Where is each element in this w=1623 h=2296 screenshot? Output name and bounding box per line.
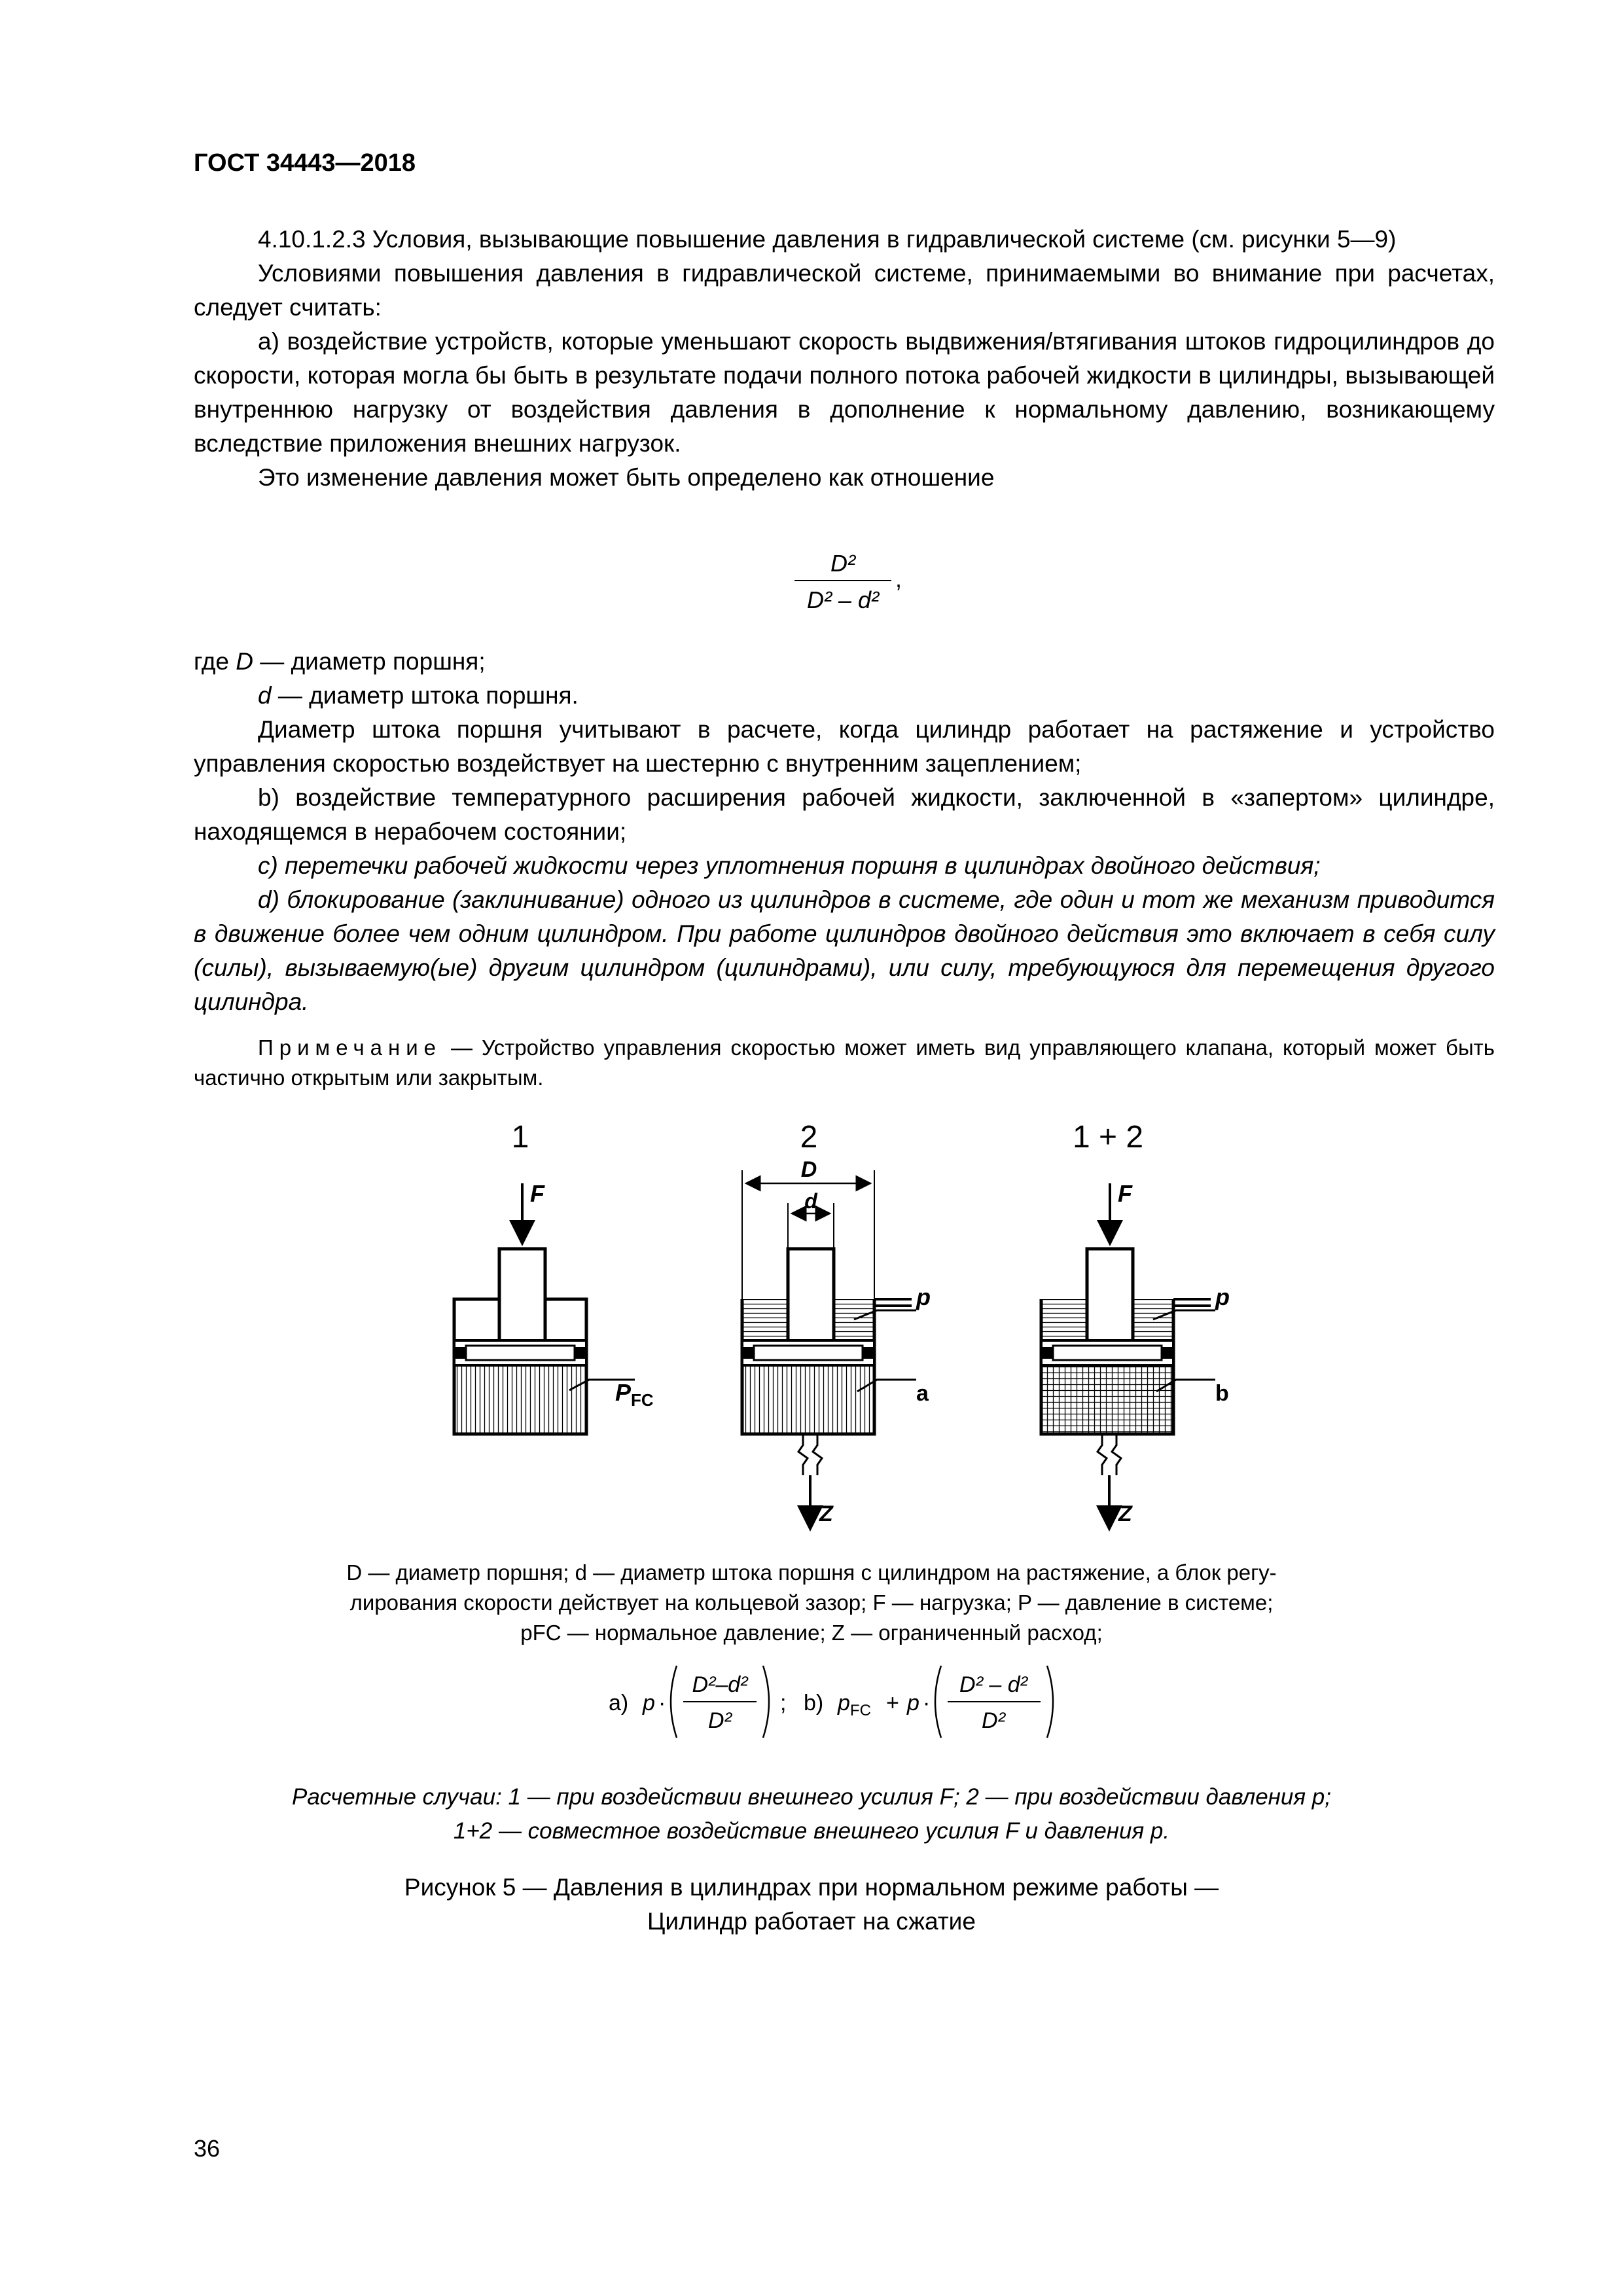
paragraph-item-a: a) воздействие устройств, которые уменьшают скорость выдвижения/втягивания штоков гидроцилиндров до скорости, которая могла бы быть в результате подачи полного потока рабочей жидкости в цилиндры, вызывающей внутреннюю нагрузку от воздействия давления в дополнение к нормальному давлению, возникающему вследствие приложения внешних нагрузок. <box>194 328 1495 457</box>
cylinder-3-force-label: F <box>1118 1180 1132 1207</box>
note-label: Примечание <box>258 1035 442 1060</box>
paragraph-item-d: d) блокирование (заклинивание) одного из цилиндров в системе, где один и тот же механизм приводится в движение более чем одним цилиндром. При работе цилиндров двойного действия это включает в себя силу (силы), вызываемую(ые) другим цилиндром (цилиндрами), или силу, требующуюся для перемещения другого цилиндра. <box>194 886 1495 1015</box>
svg-text:D² – d²: D² – d² <box>959 1672 1027 1697</box>
cylinder-2-flow-label: Z <box>819 1501 833 1526</box>
svg-text:·: · <box>658 1691 666 1715</box>
formula-denominator: D² – d² <box>806 586 880 613</box>
paragraph-item-b: b) воздействие температурного расширения рабочей жидкости, заключенной в «запертом» цилиндре, находящемся в нерабочем состоянии; <box>194 784 1495 845</box>
svg-text:b): b) <box>804 1691 824 1715</box>
cylinder-1 <box>454 1180 654 1434</box>
cylinder-2-pressure-label: p <box>916 1283 931 1310</box>
pressure-formulas <box>609 1659 1080 1744</box>
svg-text:;: ; <box>780 1691 787 1715</box>
definition-D: где D — диаметр поршня; <box>194 648 486 675</box>
figure-caption: Рисунок 5 — Давления в цилиндрах при нормальном режиме работы — Цилиндр работает на сжатие <box>404 1874 1219 1935</box>
calculation-cases: Расчетные случаи: 1 — при воздействии внешнего усилия F; 2 — при воздействии давления p; 1+2 — совместное воздействие внешнего усилия F и давления p. <box>291 1784 1331 1844</box>
figure-5-diagram <box>432 1105 1257 1550</box>
cylinder-3-flow-label: Z <box>1118 1501 1132 1526</box>
svg-text:D²–d²: D²–d² <box>692 1672 748 1697</box>
svg-text:pFC: $p_{FC}$ <box>838 1691 871 1719</box>
paragraph-rod-diameter: Диаметр штока поршня учитывают в расчете, когда цилиндр работает на растяжение и устройство управления скоростью воздействует на шестерню с внутренним зацеплением; <box>194 716 1495 777</box>
cylinder-2 <box>742 1157 931 1529</box>
cylinder-1-rod <box>499 1249 545 1347</box>
formula-comma: , <box>895 565 902 592</box>
cylinder-1-plus-2 <box>1041 1180 1230 1529</box>
svg-text:p: p <box>907 1691 919 1715</box>
pfc-label: $P_{FC}$ <box>615 1379 654 1410</box>
svg-text:+: + <box>886 1691 899 1715</box>
paragraph-ratio-intro: Это изменение давления может быть определено как отношение <box>258 464 995 491</box>
svg-text:D²: D² <box>708 1708 732 1733</box>
svg-text:·: · <box>923 1691 931 1715</box>
ratio-formula <box>785 540 916 625</box>
page-number: 36 <box>194 2135 221 2162</box>
figure-legend: D — диаметр поршня; d — диаметр штока поршня с цилиндром на растяжение, а блок регу- лирования скорости действует на кольцевой зазор; F — нагрузка; P — давление в системе; pFC — нормальное давление; Z — ограниченный расход; <box>346 1560 1277 1645</box>
note-text: — Устройство управления скоростью может иметь вид управляющего клапана, который может быть частично открытым или закрытым. <box>194 1035 1495 1090</box>
svg-text:D²: D² <box>982 1708 1005 1733</box>
svg-text:a): a) <box>609 1691 629 1715</box>
svg-text:p: p <box>643 1691 655 1715</box>
section-text-upper <box>194 223 1495 495</box>
cylinder-3-rod <box>1087 1249 1133 1347</box>
case-1-plus-2-title: 1 + 2 <box>1072 1120 1144 1155</box>
cylinder-2-rod <box>788 1249 834 1347</box>
case-2-title: 2 <box>800 1120 818 1155</box>
definition-d: d — диаметр штока поршня. <box>258 682 579 709</box>
cylinder-2-label-a: a <box>916 1381 929 1406</box>
dimension-D-label: D <box>800 1157 817 1182</box>
paragraph-conditions-intro: Условиями повышения давления в гидравлической системе, принимаемыми во внимание при расчетах, следует считать: <box>194 260 1495 321</box>
document-header: ГОСТ 34443—2018 <box>194 149 416 177</box>
case-1-title: 1 <box>511 1120 529 1155</box>
note <box>194 1033 1495 1093</box>
cylinder-1-force-label: F <box>530 1180 544 1207</box>
cylinder-3-pressure-label: p <box>1215 1283 1230 1310</box>
dimension-d-label: d <box>804 1189 817 1213</box>
formula-numerator: D² <box>830 550 855 577</box>
cylinder-3-label-b: b <box>1215 1381 1229 1406</box>
paragraph-4-10-1-2-3: 4.10.1.2.3 Условия, вызывающие повышение давления в гидравлической системе (см. рисунки 5—9) <box>258 226 1397 253</box>
cylinder-1-lower-fluid <box>454 1357 586 1434</box>
section-text-lower <box>194 645 1495 1019</box>
paragraph-item-c: c) перетечки рабочей жидкости через уплотнения поршня в цилиндрах двойного действия; <box>258 852 1321 879</box>
